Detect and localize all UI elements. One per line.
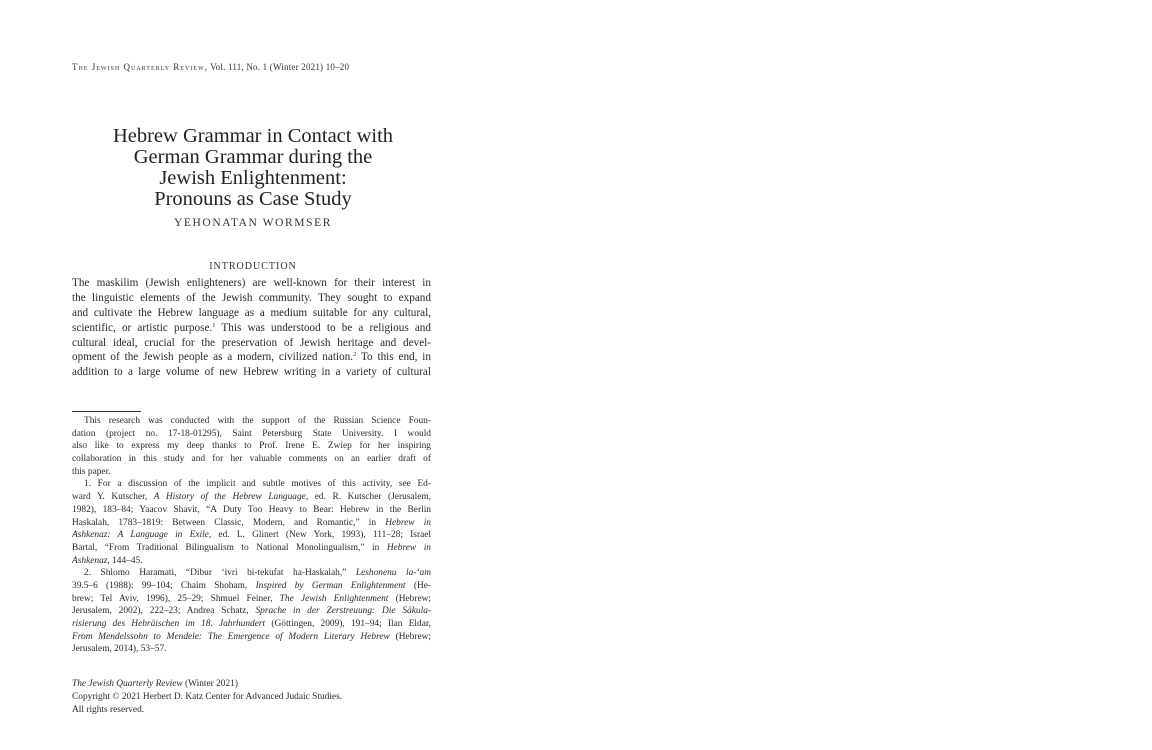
- footnote-text: 39.5–6 (1988): 99–104; Chaim Shoham,: [72, 580, 256, 591]
- body-line: [72, 321, 431, 336]
- title-line: Jewish Enlightenment:: [159, 167, 347, 189]
- body-line: addition to a large volume of new Hebrew writing in a variety of cultural: [72, 366, 431, 379]
- footer-issue: (Winter 2021): [182, 679, 238, 689]
- acknowledgment-line: This research was conducted with the support of the Russian Science Foun-: [84, 416, 431, 426]
- body-line: and cultivate the Hebrew language as a medium suitable for any cultural,: [72, 306, 431, 319]
- copyright-line: Copyright © 2021 Herbert D. Katz Center for Advanced Judaic Studies.: [72, 691, 343, 702]
- footnote-2-line: [72, 593, 431, 606]
- section-heading: INTRODUCTION: [209, 261, 297, 272]
- footnote-1-line: [72, 491, 431, 504]
- footnote-text: ward Y. Kutscher,: [72, 492, 154, 503]
- body-line: The maskilim (Jewish enlighteners) are well-known for their interest in: [72, 277, 431, 289]
- book-title: Ashkenaz: [72, 555, 108, 566]
- footnote-2-line: [72, 605, 431, 618]
- footnote-2-line: [72, 567, 431, 580]
- footnote-ref[interactable]: 1: [212, 321, 216, 329]
- footnote-2-line: [72, 618, 431, 631]
- body-text-span: scientific, or artistic purpose.: [72, 321, 213, 334]
- book-title: A History of the Hebrew Language: [153, 492, 306, 503]
- footnote-text: brew; Tel Aviv, 1996), 25–29; Shmuel Feiner,: [72, 593, 280, 604]
- body-paragraph: [72, 276, 431, 380]
- book-title: Ashkenaz: A Language in Exile: [72, 530, 209, 541]
- footnote-1-line: 1. For a discussion of the implicit and subtle motives of this activity, see Ed-: [84, 479, 431, 490]
- body-line: the linguistic elements of the Jewish community. They sought to expand: [72, 291, 431, 304]
- title-line: German Grammar during the: [133, 146, 373, 168]
- book-title: Hebrew in: [386, 542, 431, 553]
- book-title: risierung des Hebräischen im 18. Jahrhundert: [72, 619, 266, 629]
- book-title: The Jewish Enlightenment: [279, 593, 389, 604]
- book-title: Inspired by German Enlightenment: [255, 580, 406, 591]
- footnote-1-line: [72, 542, 431, 555]
- footnote-text: (Hebrew;: [389, 631, 431, 642]
- book-title: Leshonenu la-‘am: [355, 568, 431, 579]
- footnote-1-line: [72, 517, 431, 530]
- footnote-rule: [72, 411, 141, 412]
- copyright-block: [72, 678, 342, 716]
- running-head-citation: Vol. 111, No. 1 (Winter 2021) 10–20: [207, 62, 350, 72]
- footer-journal-title: The Jewish Quarterly Review: [72, 679, 183, 689]
- title-line: Pronouns as Case Study: [154, 188, 352, 210]
- footnote-text: , ed. R. Kutscher (Jerusalem,: [305, 492, 431, 503]
- article-title: [72, 126, 434, 210]
- running-head: [72, 62, 349, 72]
- footnote-2-line: [72, 580, 431, 593]
- footnote-text: (Hebrew;: [388, 593, 431, 604]
- footnote-text: Haskalah, 1783–1819: Between Classic, Modern, and Romantic,” in: [72, 517, 386, 528]
- title-line: Hebrew Grammar in Contact with: [112, 125, 394, 147]
- footnote-text: 2. Shlomo Haramati, “Dibur ‘ivri bi-tekufat ha-Haskalah,”: [84, 568, 356, 579]
- footnotes: [72, 415, 431, 656]
- body-line: cultural ideal, crucial for the preservation of Jewish heritage and devel-: [72, 336, 431, 349]
- book-title: From Mendelssohn to Mendele: The Emergence of Modern Literary Hebrew: [72, 631, 390, 642]
- acknowledgment-line: also like to express my deep thanks to Prof. Irene E. Zwiep for her inspiring: [72, 441, 431, 452]
- footnote-ref[interactable]: 2: [353, 351, 357, 359]
- footnote-text: , ed. L. Glinert (New York, 1993), 111–28; Israel: [208, 530, 431, 541]
- book-title: Sprache in der Zerstreuung: Die Säkula-: [255, 606, 431, 617]
- body-text-span: To this end, in: [356, 351, 431, 364]
- footnote-1-line: [72, 529, 431, 542]
- rights-line: All rights reserved.: [72, 704, 145, 715]
- footnote-text: Jerusalem, 2002), 222–23; Andrea Schatz,: [72, 606, 256, 617]
- footnote-text: Bartal, “From Traditional Bilingualism to National Monolingualism,” in: [72, 542, 387, 553]
- body-text-span: opment of the Jewish people as a modern, civilized nation.: [72, 351, 354, 364]
- book-title: Hebrew in: [385, 517, 431, 528]
- footnote-2-line: [72, 631, 431, 644]
- footnote-text: (He-: [405, 580, 431, 591]
- body-text-span: This was understood to be a religious and: [215, 321, 431, 334]
- footnote-2-line: Jerusalem, 2014), 53–57.: [72, 644, 167, 655]
- author-name: YEHONATAN WORMSER: [173, 217, 332, 229]
- acknowledgment-line: collaboration in this study and for her valuable comments on an earlier draft of: [72, 454, 431, 465]
- acknowledgment-line: dation (project no. 17-18-01295), Saint Petersburg State University. I would: [72, 428, 431, 439]
- running-head-journal: The Jewish Quarterly Review,: [72, 62, 208, 72]
- footnote-text: , 144–45.: [107, 555, 143, 566]
- body-line: [72, 350, 431, 365]
- footer-journal-line: [72, 678, 342, 691]
- acknowledgment-line: this paper.: [72, 466, 111, 477]
- footnote-1-line: [72, 555, 431, 568]
- footnote-text: (Göttingen, 2009), 191–94; Ilan Eldar,: [265, 619, 431, 629]
- footnote-1-line: 1982), 183–84; Yaacov Shavit, “A Duty Too Heavy to Bear: Hebrew in the Berlin: [72, 504, 431, 515]
